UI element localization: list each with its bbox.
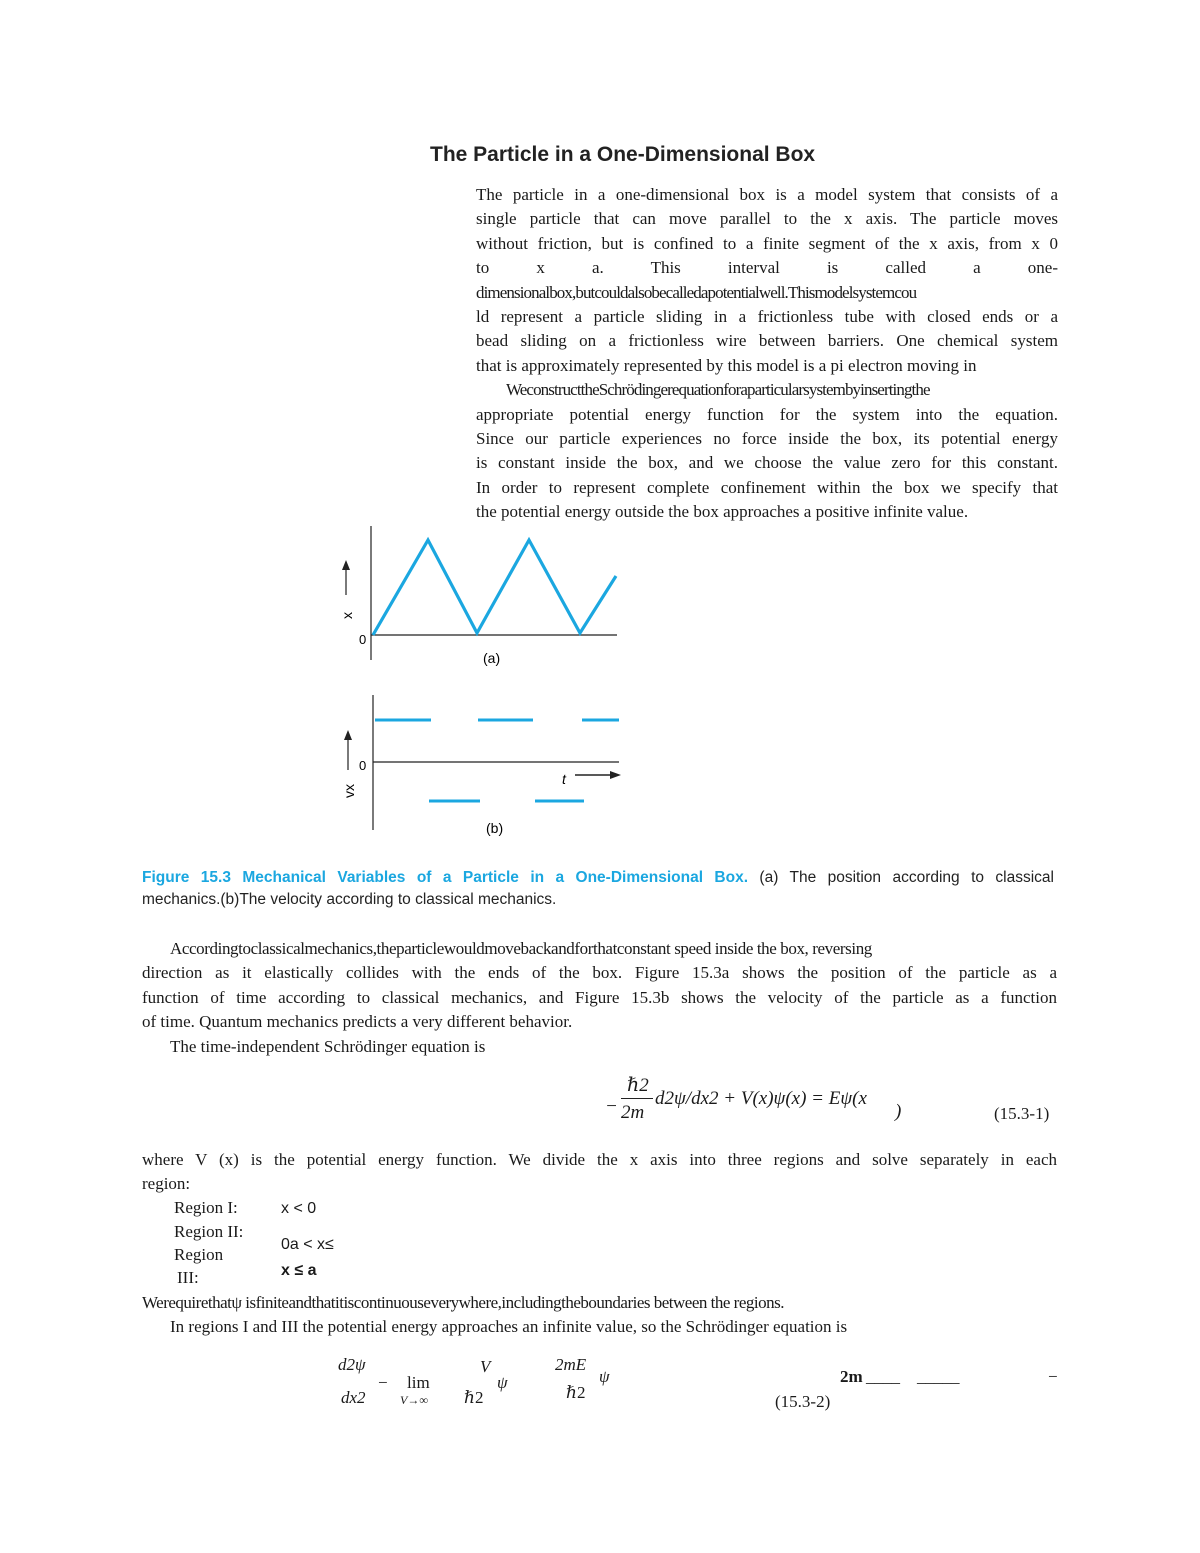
regions-intro xyxy=(142,1148,1057,1197)
region-1-label: Region I: xyxy=(174,1198,238,1217)
requirement-paragraph xyxy=(142,1291,1057,1340)
panel-b-axis-label: vx xyxy=(341,784,357,798)
eq2-dash: − xyxy=(1048,1367,1058,1386)
intro-paragraph xyxy=(476,183,1058,524)
text-line: WeconstructtheSchrödingerequationforaparticularsystembyinsertingthe xyxy=(506,380,930,400)
text-line: ld represent a particle sliding in a frictionless tube with closed ends or a xyxy=(476,306,1058,326)
figure-caption xyxy=(142,867,1054,911)
eq2-psi-b: ψ xyxy=(599,1367,610,1386)
text-line: The particle in a one-dimensional box is a model system that consists of a xyxy=(476,185,1058,204)
eq1-numerator: ℏ2 xyxy=(627,1075,649,1096)
position-line xyxy=(373,540,616,635)
text-line: dimensionalbox,butcouldalsobecalledapotentialwell.Thismodelsystemcou xyxy=(476,282,917,302)
text-line: without friction, but is confined to a finite segment of the x axis, from x 0 xyxy=(476,233,1058,253)
eq2-psi-a: ψ xyxy=(497,1373,508,1392)
text-line: that is approximately represented by this model is a pi electron moving in xyxy=(476,355,977,375)
region-3-label: Region xyxy=(174,1245,224,1264)
figure-15-3 xyxy=(330,520,640,845)
time-arrowhead xyxy=(610,771,621,779)
text-line: Since our particle experiences no force inside the box, its potential energy xyxy=(476,428,1058,448)
panel-a-origin: 0 xyxy=(359,632,367,647)
panel-a-arrowhead xyxy=(342,560,350,570)
panel-b-time-label: t xyxy=(562,771,566,787)
region-2-condition: 0a < x≤ xyxy=(281,1236,334,1253)
caption-title: Figure 15.3 Mechanical Variables of a Particle in a One-Dimensional Box. xyxy=(142,869,749,886)
text-line: In order to represent complete confinement within the box we specify that xyxy=(476,477,1058,497)
panel-a-label: (a) xyxy=(483,650,501,666)
text-line: appropriate potential energy function for the system into the equation. xyxy=(476,404,1058,424)
classical-paragraph xyxy=(142,937,1057,1059)
text-line: In regions I and III the potential energy approaches an infinite value, so the Schrödinger equation is xyxy=(170,1317,848,1337)
panel-a xyxy=(339,526,617,666)
eq2-number: (15.3-2) xyxy=(775,1392,831,1411)
page-title: The Particle in a One-Dimensional Box xyxy=(430,143,816,166)
eq2-dx2: dx2 xyxy=(341,1388,366,1407)
text-line: to x a. This interval is called a one- xyxy=(476,258,1058,278)
caption-text: (a) The position according to classical xyxy=(748,869,1054,886)
eq2-V: V xyxy=(480,1357,491,1376)
caption-line xyxy=(142,867,1054,889)
eq2-lim: lim xyxy=(407,1373,430,1392)
text-line: The time-independent Schrödinger equation is xyxy=(170,1036,486,1056)
text-line: bead sliding on a frictionless wire between barriers. One chemical system xyxy=(476,331,1058,351)
region-3-condition: x ≤ a xyxy=(281,1262,317,1279)
eq2-2m: 2m xyxy=(840,1367,863,1386)
eq1-denominator: 2m xyxy=(621,1102,645,1123)
eq1-fraction-bar xyxy=(621,1098,653,1099)
panel-b-arrowhead xyxy=(344,730,352,740)
panel-b-label: (b) xyxy=(486,820,504,836)
region-3-label-b: III: xyxy=(177,1268,199,1287)
eq2-blank1: ____ xyxy=(866,1367,900,1386)
text-line: direction as it elastically collides with the ends of the box. Figure 15.3a shows the position of the particle as a xyxy=(142,963,1057,983)
panel-b xyxy=(341,695,621,836)
eq1-body: d2ψ/dx2 + V(x)ψ(x) = Eψ(x xyxy=(655,1088,867,1109)
text-line: the potential energy outside the box approaches a positive infinite value. xyxy=(476,502,969,522)
panel-a-axis-label: x xyxy=(339,612,355,619)
text-line: Werequirethatψ isfiniteandthatitiscontinuouseverywhere,includingtheboundaries between the regions. xyxy=(142,1293,784,1312)
caption-line: mechanics.(b)The velocity according to classical mechanics. xyxy=(142,891,557,908)
eq1-number: (15.3-1) xyxy=(994,1104,1050,1123)
eq2-hbar2-b: ℏ2 xyxy=(566,1383,586,1402)
text-line: region: xyxy=(142,1174,191,1194)
eq2-2mE: 2mE xyxy=(555,1355,587,1374)
panel-b-origin: 0 xyxy=(359,758,367,773)
eq2-d2psi: d2ψ xyxy=(338,1355,366,1374)
text-line: of time. Quantum mechanics predicts a very different behavior. xyxy=(142,1012,573,1032)
text-line: where V (x) is the potential energy function. We divide the x axis into three regions and solve separately in each xyxy=(142,1150,1057,1169)
text-line: is constant inside the box, and we choose the value zero for this constant. xyxy=(476,453,1058,473)
region-1-condition: x < 0 xyxy=(281,1200,317,1217)
eq2-hbar2-a: ℏ2 xyxy=(464,1388,484,1407)
eq1-close: ) xyxy=(895,1101,902,1122)
region-2-label: Region II: xyxy=(174,1222,244,1241)
eq2-minus: − xyxy=(378,1373,388,1392)
eq2-blank2: _____ xyxy=(917,1367,960,1386)
eq2-lim-sub: V→∞ xyxy=(400,1393,428,1407)
text-line: single particle that can move parallel to the x axis. The particle moves xyxy=(476,209,1058,229)
text-line: function of time according to classical mechanics, and Figure 15.3b shows the velocity of the particle as a function xyxy=(142,987,1057,1007)
text-line: Accordingtoclassicalmechanics,theparticlewouldmovebackandforthatconstant speed inside the box, reversing xyxy=(170,939,872,958)
eq1-minus: − xyxy=(605,1096,618,1117)
